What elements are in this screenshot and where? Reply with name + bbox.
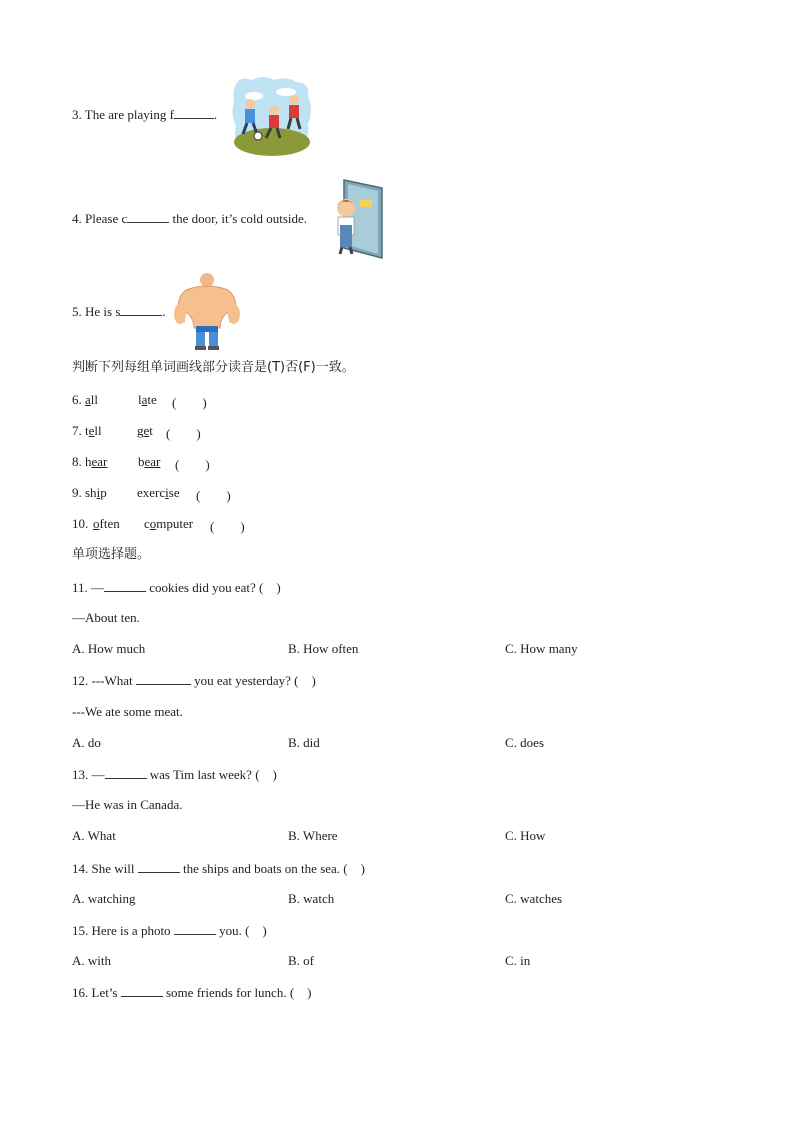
child-closing-door-illustration [330, 178, 386, 260]
option-c[interactable]: C. in [505, 953, 531, 968]
word-1: hear [85, 454, 108, 469]
answer-blank[interactable] [136, 672, 191, 685]
option-c[interactable]: C. does [505, 735, 544, 750]
question-12-answer-line: ---We ate some meat. [72, 704, 183, 719]
option-b[interactable]: B. did [288, 735, 320, 750]
question-3: 3. The are playing f . [72, 107, 218, 122]
question-3-text: 3. The are playing f [72, 107, 174, 122]
answer-blank[interactable] [127, 210, 169, 223]
word-1: often [93, 516, 120, 531]
section-heading-phonics: 判断下列每组单词画线部分读音是(T)否(F)一致。 [72, 360, 355, 375]
answer-blank[interactable] [174, 922, 216, 935]
answer-blank[interactable] [104, 579, 146, 592]
word-2: exercise [137, 485, 180, 500]
word-1: tell [85, 423, 102, 438]
question-12: 12. ---What you eat yesterday? ( ) [72, 673, 316, 688]
question-5-text: 5. He is s [72, 304, 121, 319]
section-heading-multiple-choice: 单项选择题。 [72, 547, 151, 562]
option-a[interactable]: A. watching [72, 891, 136, 906]
question-4-text: 4. Please c [72, 211, 128, 226]
option-b[interactable]: B. watch [288, 891, 335, 906]
option-b[interactable]: B. of [288, 953, 314, 968]
option-a[interactable]: A. What [72, 828, 116, 843]
answer-blank[interactable] [174, 106, 214, 119]
question-14: 14. She will the ships and boats on the sea. ( ) [72, 861, 365, 876]
question-11-answer-line: —About ten. [72, 610, 140, 625]
word-2: late [138, 392, 157, 407]
question-11: 11. — cookies did you eat? ( ) [72, 580, 281, 595]
question-13-answer-line: —He was in Canada. [72, 797, 183, 812]
option-b[interactable]: B. How often [288, 641, 359, 656]
question-16: 16. Let’s some friends for lunch. ( ) [72, 985, 312, 1000]
answer-parentheses[interactable]: ( ) [210, 519, 245, 534]
answer-parentheses[interactable]: ( ) [166, 426, 201, 441]
question-13: 13. — was Tim last week? ( ) [72, 767, 277, 782]
option-a[interactable]: A. do [72, 735, 101, 750]
answer-blank[interactable] [138, 860, 180, 873]
answer-parentheses[interactable]: ( ) [172, 395, 207, 410]
word-2: get [137, 423, 153, 438]
answer-parentheses[interactable]: ( ) [196, 488, 231, 503]
question-15: 15. Here is a photo you. ( ) [72, 923, 267, 938]
option-a[interactable]: A. How much [72, 641, 146, 656]
strong-man-illustration [172, 268, 242, 352]
question-4: 4. Please c the door, it’s cold outside. [72, 211, 308, 226]
word-2: computer [144, 516, 194, 531]
option-b[interactable]: B. Where [288, 828, 338, 843]
answer-blank[interactable] [121, 984, 163, 997]
word-2: bear [138, 454, 161, 469]
answer-blank[interactable] [120, 303, 162, 316]
answer-blank[interactable] [105, 766, 147, 779]
question-5: 5. He is s . [72, 304, 166, 319]
option-a[interactable]: A. with [72, 953, 111, 968]
answer-parentheses[interactable]: ( ) [175, 457, 210, 472]
kids-playing-football-illustration [230, 74, 314, 156]
word-1: all [85, 392, 99, 407]
option-c[interactable]: C. How [505, 828, 546, 843]
word-1: ship [85, 485, 107, 500]
option-c[interactable]: C. How many [505, 641, 578, 656]
option-c[interactable]: C. watches [505, 891, 563, 906]
